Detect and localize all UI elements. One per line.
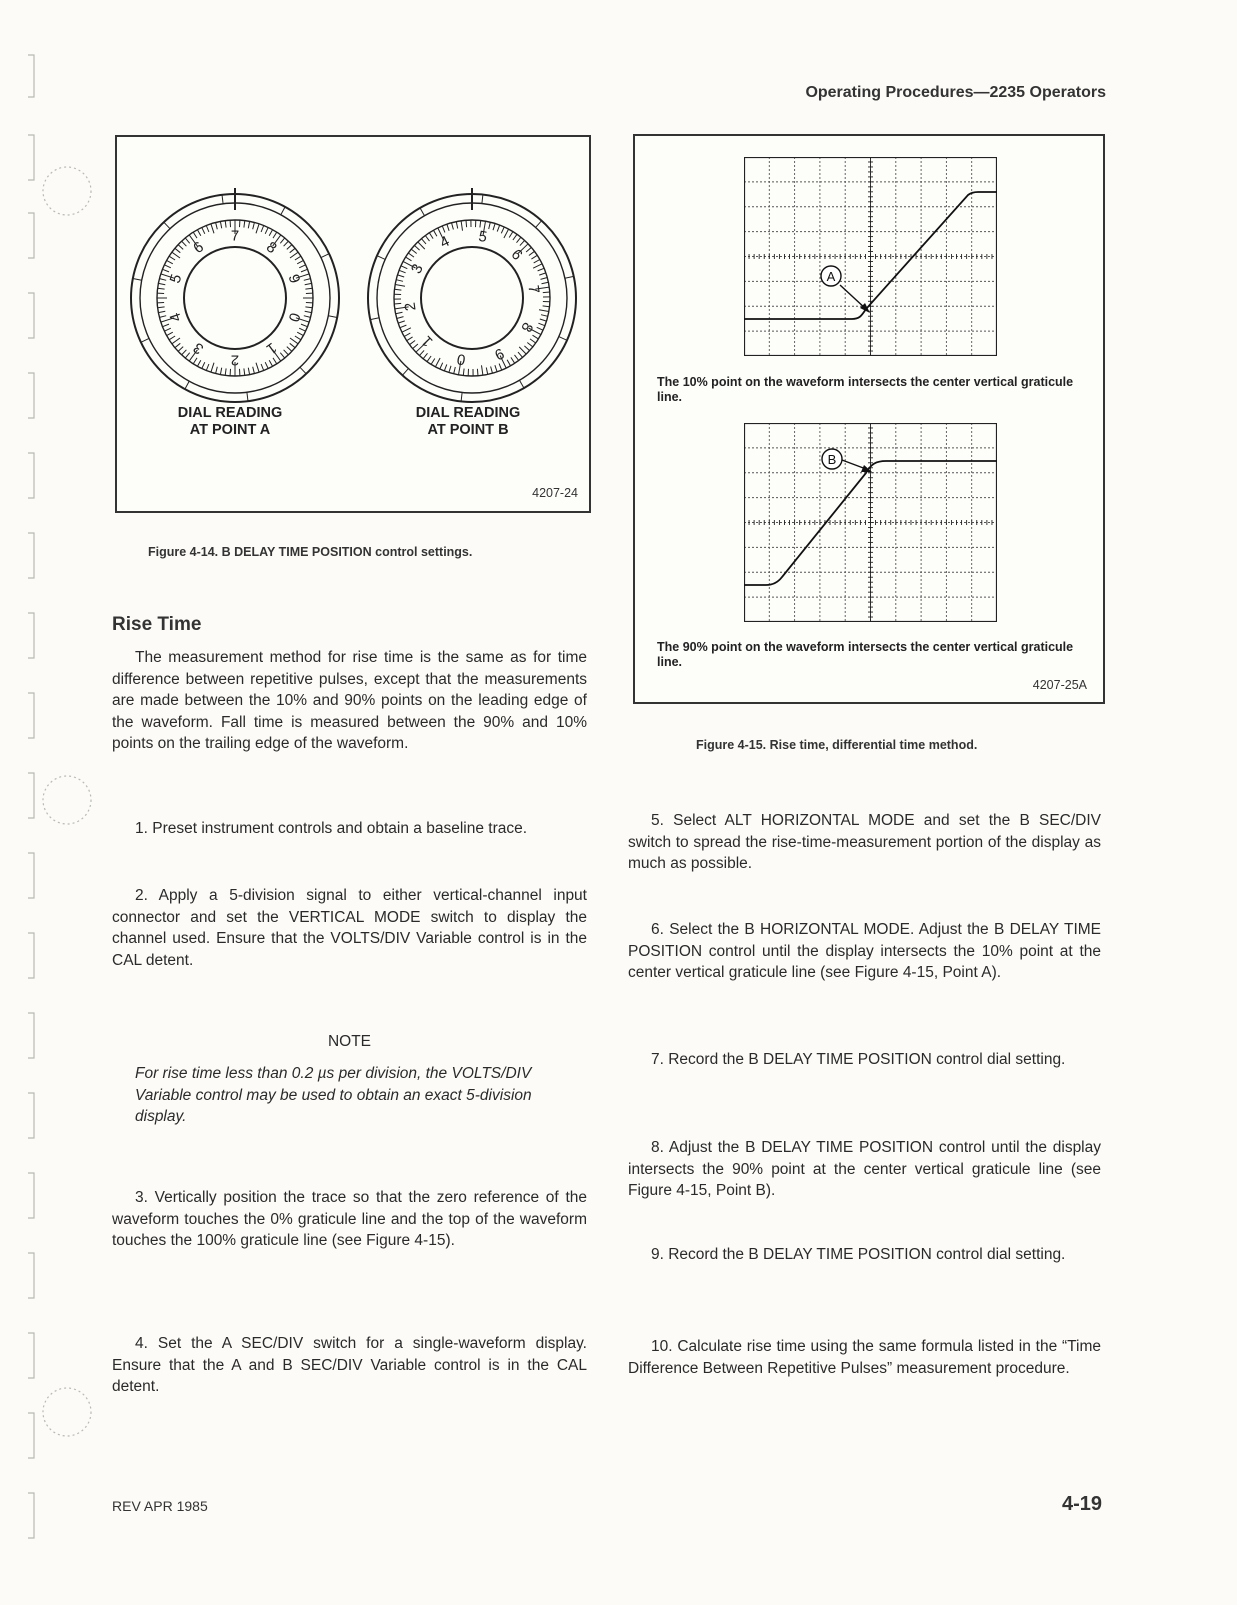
dial-tick <box>477 369 478 376</box>
dial-tick <box>167 332 173 335</box>
step-3: 3. Vertically position the trace so that the zero reference of the waveform touches the 0% graticule line and the top of the waveform touches the 100% graticule line (see Figure 4-15). <box>112 1187 587 1252</box>
dial-tick <box>305 307 312 308</box>
dial-tick <box>419 350 424 355</box>
dial-tick <box>202 227 205 233</box>
dial-tick <box>299 328 305 331</box>
dial-outer-tick <box>321 254 329 258</box>
dial-tick <box>513 234 517 240</box>
figure-4-14-code: 4207-24 <box>500 486 578 500</box>
dial-tick <box>297 332 303 335</box>
dial-tick <box>395 289 402 290</box>
dial-tick <box>515 355 519 361</box>
page-header: Operating Procedures—2235 Operators <box>760 84 1106 102</box>
dial-b-label-line2: AT POINT B <box>388 422 548 439</box>
dial-number: 8 <box>263 238 280 257</box>
dial-tick <box>480 221 481 228</box>
dial-tick <box>202 362 205 368</box>
dial-tick <box>261 364 264 371</box>
dial-tick <box>395 285 405 287</box>
dial-tick <box>164 265 170 268</box>
dial-tick <box>543 292 550 293</box>
page-number: 4-19 <box>1000 1493 1102 1516</box>
dial-tick <box>305 311 312 312</box>
dial-tick <box>399 270 406 273</box>
dial-tick <box>295 336 301 340</box>
dial-tick <box>160 316 167 318</box>
dial-tick <box>526 247 531 252</box>
dial-number: 9 <box>285 272 304 285</box>
point-a-arrow <box>840 285 866 309</box>
dial-number: 6 <box>190 238 207 257</box>
dial-tick <box>261 226 264 233</box>
dial-tick <box>287 245 292 250</box>
dial-tick <box>175 343 180 347</box>
dial-tick <box>533 335 539 339</box>
dial-number: 5 <box>477 228 488 246</box>
dial-tick <box>499 364 502 371</box>
dial-tick <box>527 343 533 347</box>
dial-tick <box>398 275 405 277</box>
dial-tick <box>541 278 548 280</box>
dial-tick <box>185 238 189 243</box>
dial-outer-tick <box>133 279 142 281</box>
dial-outer-tick <box>300 367 306 374</box>
step-8: 8. Adjust the B DELAY TIME POSITION control until the display intersects the 90% point at the center vertical graticule line (see Figure 4-15, Point B). <box>628 1137 1101 1202</box>
step-1: 1. Preset instrument controls and obtain a baseline trace. <box>112 818 587 840</box>
dial-tick <box>253 223 255 230</box>
dial-outer-tick <box>482 195 483 204</box>
step-5: 5. Select ALT HORIZONTAL MODE and set the B SEC/DIV switch to spread the rise-time-measurement portion of the display as much as possible. <box>628 810 1101 875</box>
dial-number: 0 <box>285 311 304 324</box>
dial-tick <box>542 282 549 283</box>
dial-tick <box>538 268 545 271</box>
dial-tick <box>434 230 437 236</box>
dial-tick <box>497 225 500 232</box>
dial-outer-tick <box>370 318 379 320</box>
rise-time-heading: Rise Time <box>112 614 201 636</box>
dial-tick <box>406 257 412 261</box>
dial-number: 9 <box>492 344 507 363</box>
dial-tick <box>305 283 312 284</box>
step-6: 6. Select the B HORIZONTAL MODE. Adjust the B DELAY TIME POSITION control until the display intersects the 10% point at the center vertical graticule line (see Figure 4-15, Point A). <box>628 919 1101 984</box>
step-7: 7. Record the B DELAY TIME POSITION control dial setting. <box>628 1049 1101 1071</box>
dial-number: 2 <box>402 301 420 312</box>
dial-tick <box>449 366 451 373</box>
dial-tick <box>486 368 487 375</box>
scope-graticule-b <box>744 423 997 622</box>
dial-tick <box>407 337 413 341</box>
binder-marks <box>0 0 100 1600</box>
dial-tick <box>269 230 272 236</box>
dial-tick <box>539 273 546 275</box>
dial-outer-tick <box>247 392 248 401</box>
binder-margin <box>0 0 100 1600</box>
dial-outer-tick <box>402 369 408 376</box>
dial-tick <box>280 353 284 358</box>
dial-b-illustration <box>362 188 582 408</box>
dial-a-label-line2: AT POINT A <box>150 422 310 439</box>
dial-tick <box>301 269 308 272</box>
dial-tick <box>256 224 259 234</box>
dial-tick <box>423 353 427 359</box>
dial-tick <box>220 221 221 228</box>
dial-tick <box>172 338 180 344</box>
dial-tick <box>197 230 200 236</box>
dial-tick <box>244 368 245 375</box>
dial-tick <box>287 347 292 352</box>
dial-tick <box>178 347 183 352</box>
dial-tick <box>295 256 301 260</box>
dial-tick <box>447 224 449 231</box>
dial-tick <box>284 241 289 246</box>
figure-4-15-caption: Figure 4-15. Rise time, differential time method. <box>696 738 1096 752</box>
revision-date: REV APR 1985 <box>112 1498 208 1514</box>
dial-tick <box>265 362 268 368</box>
dial-tick <box>164 328 170 331</box>
dial-tick <box>211 363 214 373</box>
dial-tick <box>206 364 209 371</box>
dial-b <box>368 194 576 402</box>
scope-a-caption: The 10% point on the waveform intersects the center vertical graticule line. <box>657 375 1085 405</box>
dial-tick <box>248 368 249 375</box>
dial-tick <box>539 310 549 312</box>
dial-tick <box>456 222 457 229</box>
dial-number: 7 <box>524 284 542 295</box>
dial-tick <box>158 288 165 289</box>
dial-tick <box>158 311 165 312</box>
dial-tick <box>396 312 403 313</box>
dial-tick <box>538 323 545 326</box>
dial-tick <box>491 367 493 374</box>
dial-number: 3 <box>408 261 427 276</box>
dial-tick <box>172 252 180 258</box>
dial-number: 6 <box>508 246 526 264</box>
dial-tick <box>534 260 540 263</box>
dial-tick <box>452 223 454 230</box>
step-9: 9. Record the B DELAY TIME POSITION control dial setting. <box>628 1244 1101 1266</box>
dial-tick <box>495 365 497 372</box>
dial-tick <box>248 221 249 228</box>
dial-number: 1 <box>418 332 436 350</box>
dial-tick <box>178 245 183 250</box>
point-a-marker-label: A <box>827 269 836 284</box>
dial-outer-tick <box>328 316 337 318</box>
dial-tick <box>193 358 197 364</box>
dial-tick <box>175 248 180 252</box>
scope-b-caption: The 90% point on the waveform intersects the center vertical graticule line. <box>657 640 1085 670</box>
dial-tick <box>411 249 417 253</box>
dial-tick <box>524 346 529 351</box>
dial-tick <box>440 363 443 369</box>
dial-tick <box>504 229 509 238</box>
dial-tick <box>541 315 548 317</box>
dial-tick <box>529 251 535 255</box>
dial-tick <box>402 328 411 332</box>
dial-b-label-line1: DIAL READING <box>388 405 548 422</box>
dial-tick <box>400 325 407 328</box>
note-title: NOTE <box>112 1033 587 1051</box>
dial-number: 2 <box>231 352 239 369</box>
dial-number: 1 <box>263 339 280 358</box>
dial-tick <box>408 253 414 257</box>
dial-tick <box>431 359 435 365</box>
dial-tick <box>225 368 226 375</box>
dial-outer-tick <box>185 381 189 389</box>
dial-tick <box>429 233 433 239</box>
dial-tick <box>519 347 526 354</box>
dial-tick <box>273 358 277 364</box>
dial-number: 0 <box>456 350 467 368</box>
dial-tick <box>216 223 218 230</box>
dial-tick <box>463 369 464 376</box>
dial-tick <box>520 240 525 245</box>
dial-tick <box>414 245 419 250</box>
dial-tick <box>444 364 447 371</box>
dial-tick <box>501 227 504 233</box>
dial-tick <box>489 222 491 229</box>
dial-tick <box>169 336 175 340</box>
dial-tick <box>427 356 431 362</box>
dial-tick <box>454 367 456 374</box>
dial-number: 4 <box>167 311 186 324</box>
dial-tick <box>265 227 268 233</box>
dial-tick <box>533 264 542 268</box>
dial-tick <box>185 353 189 358</box>
dial-b-label <box>388 405 548 439</box>
dial-tick <box>418 242 425 249</box>
dial-number: 5 <box>167 272 186 285</box>
dial-tick <box>158 307 165 308</box>
dial-a-label-line1: DIAL READING <box>150 405 310 422</box>
dial-tick <box>530 339 536 343</box>
dial-tick <box>537 327 543 330</box>
scope-graticule-a <box>744 157 997 356</box>
dial-tick <box>158 283 165 284</box>
dial-tick <box>304 316 311 318</box>
dial-outer-tick <box>536 221 542 228</box>
dial-tick <box>299 265 305 268</box>
dial-tick <box>290 252 298 258</box>
note-body: For rise time less than 0.2 µs per division, the VOLTS/DIV Variable control may be used to obtain an exact 5-division display. <box>135 1063 565 1128</box>
dial-outer-tick <box>281 207 285 215</box>
dial-tick <box>398 321 405 323</box>
dial-outer-tick <box>164 222 170 229</box>
dial-number: 4 <box>437 233 452 252</box>
dial-tick <box>256 363 259 373</box>
dial-tick <box>182 241 187 246</box>
dial-tick <box>493 224 495 231</box>
dial-outer-tick <box>461 393 462 402</box>
dial-tick <box>517 237 521 243</box>
dial-tick <box>290 338 298 344</box>
dial-tick <box>225 221 226 228</box>
dial-tick <box>290 248 295 252</box>
dial-tick <box>216 367 218 374</box>
dial-tick <box>182 350 187 355</box>
dial-tick <box>160 279 167 281</box>
dial-tick <box>163 269 170 272</box>
dial-tick <box>511 357 515 363</box>
dial-tick <box>507 360 510 366</box>
dial-tick <box>269 360 272 366</box>
dial-tick <box>404 333 410 336</box>
dial-tick <box>220 368 221 375</box>
dial-tick <box>410 341 416 345</box>
dial-tick <box>169 256 175 260</box>
dial-outer-tick <box>420 208 425 216</box>
rise-time-intro: The measurement method for rise time is the same as for time difference between repetitive pulses, except that the measurements are made between the 10% and 90% points on the leading edge of the waveform. Fall time is measured between the 90% and 10% points on the trailing edge of the waveform. <box>112 647 587 755</box>
dial-tick <box>425 236 429 242</box>
dial-tick <box>413 344 418 349</box>
dial-number: 7 <box>231 228 239 245</box>
dial-outer-tick <box>222 195 223 204</box>
dial-a-illustration <box>125 188 345 408</box>
dial-outer-tick <box>141 338 149 342</box>
dial-outer-tick <box>559 337 567 341</box>
dial-tick <box>273 232 277 238</box>
dial-tick <box>396 280 403 282</box>
dial-tick <box>206 226 209 233</box>
dial-a-label <box>150 405 310 439</box>
dial-tick <box>509 232 513 238</box>
dial-tick <box>197 360 200 366</box>
dial-tick <box>301 324 308 327</box>
step-4: 4. Set the A SEC/DIV switch for a single-waveform display. Ensure that the A and B SEC/DIV Variable control is in the CAL detent. <box>112 1333 587 1398</box>
point-b-marker-label: B <box>828 452 837 467</box>
dial-tick <box>394 303 401 304</box>
dial-tick <box>421 239 426 244</box>
dial-tick <box>305 288 312 289</box>
dial-tick <box>253 367 255 374</box>
dial-tick <box>397 317 404 319</box>
figure-4-15-code: 4207-25A <box>985 678 1087 692</box>
dial-tick <box>167 260 173 263</box>
dial-tick <box>435 358 440 367</box>
dial-tick <box>304 279 311 281</box>
step-2: 2. Apply a 5-division signal to either vertical-channel input connector and set the VERTICAL MODE switch to display the channel used. Ensure that the VOLTS/DIV Variable control is in the CAL detent. <box>112 885 587 971</box>
dial-number: 8 <box>517 319 536 334</box>
dial-tick <box>518 352 523 357</box>
dial-tick <box>482 365 483 375</box>
dial-tick <box>466 220 467 227</box>
dial-tick <box>461 221 462 231</box>
figure-4-14-caption: Figure 4-14. B DELAY TIME POSITION control settings. <box>148 545 588 559</box>
dial-tick <box>244 221 245 228</box>
dial-tick <box>193 232 197 238</box>
dial-tick <box>543 306 550 307</box>
dial-outer-tick <box>520 380 525 388</box>
dial-outer-tick <box>377 256 385 260</box>
dial-tick <box>531 255 537 259</box>
dial-number: 3 <box>190 339 207 358</box>
dial-tick <box>297 260 303 263</box>
dial-tick <box>290 343 295 347</box>
dial-tick <box>540 319 547 321</box>
dial-tick <box>284 350 289 355</box>
dial-tick <box>280 238 284 243</box>
step-10: 10. Calculate rise time using the same formula listed in the “Time Difference Between Repetitive Pulses” measurement procedure. <box>628 1336 1101 1379</box>
dial-tick <box>211 224 214 234</box>
dial-tick <box>442 226 445 233</box>
dial-tick <box>163 324 170 327</box>
dial-outer-tick <box>565 276 574 278</box>
dial-tick <box>401 266 407 269</box>
